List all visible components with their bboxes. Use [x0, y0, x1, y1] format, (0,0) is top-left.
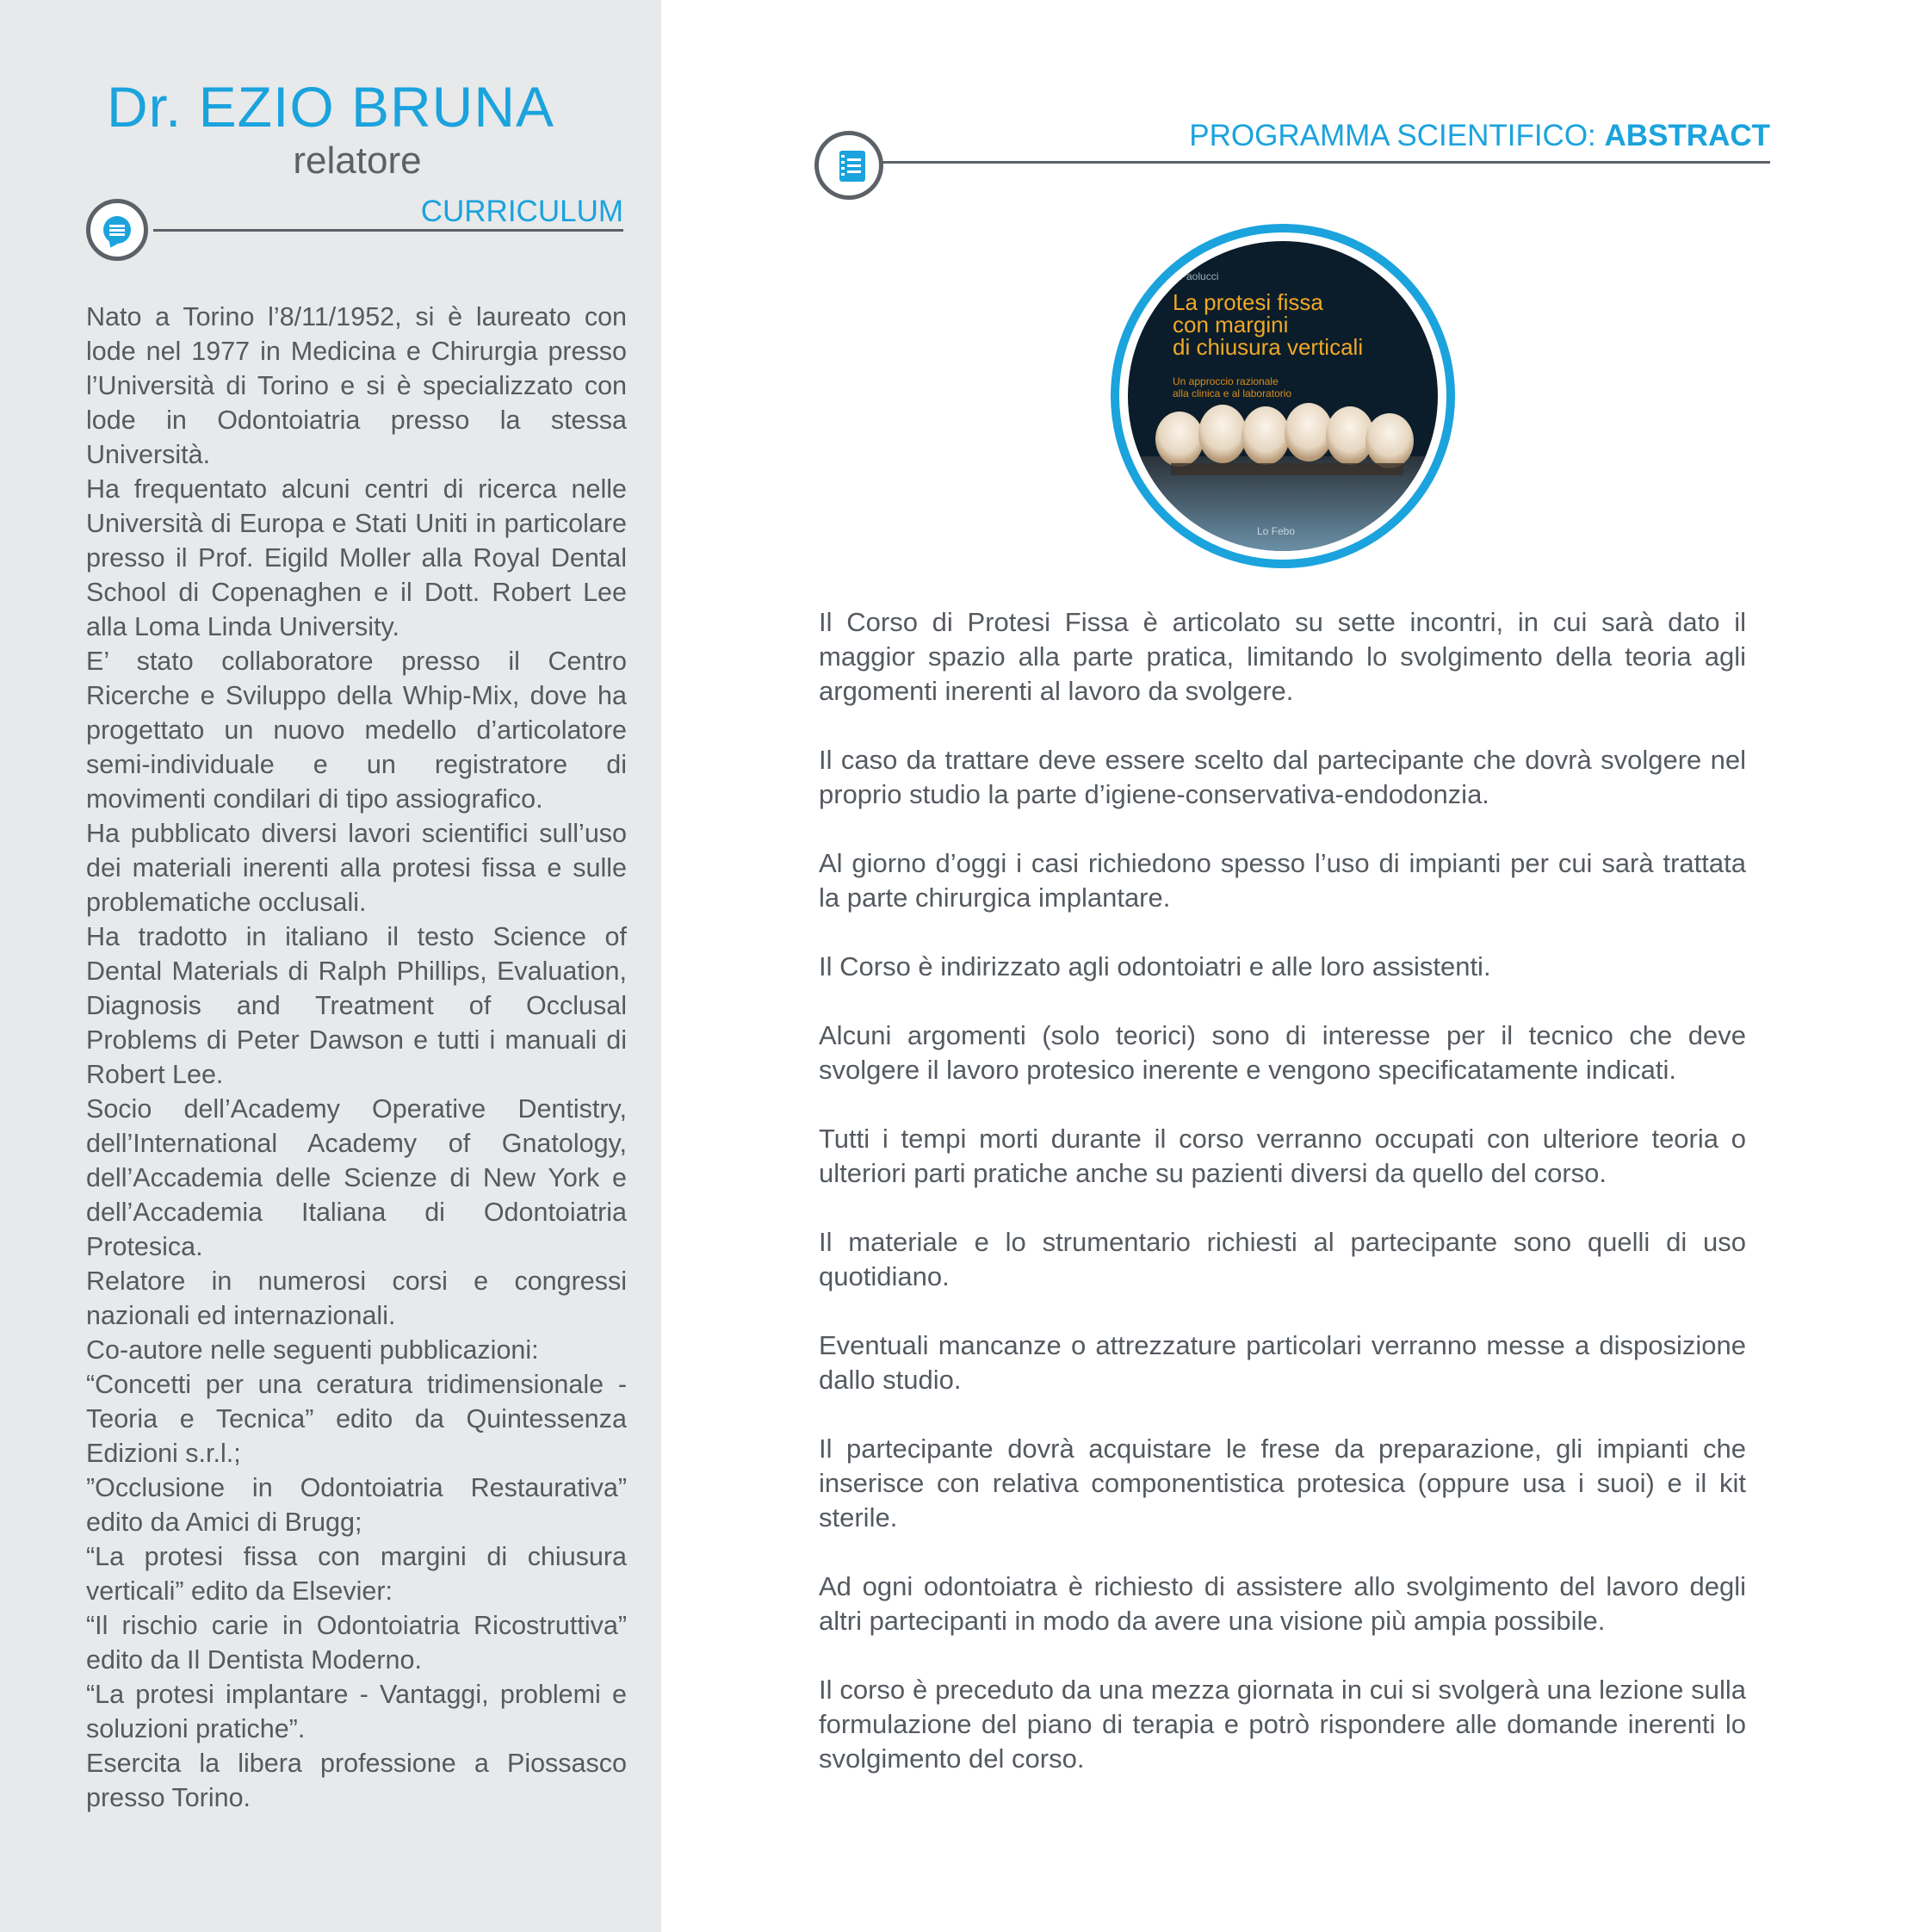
abstract-paragraph: Eventuali mancanze o attrezzature particolari verranno messe a disposizione dallo studio. — [819, 1330, 1746, 1395]
program-heading-prefix: PROGRAMMA SCIENTIFICO: — [1189, 119, 1605, 152]
abstract-paragraph: Il caso da trattare deve essere scelto dal partecipante che dovrà svolgere nel proprio studio la parte d’igiene-conservativa-endodonzia. — [819, 745, 1746, 809]
curriculum-heading: CURRICULUM — [420, 195, 623, 228]
divider — [880, 161, 1770, 164]
curriculum-paragraph: Ha tradotto in italiano il testo Science of Dental Materials di Ralph Phillips, Evaluation, Diagnosis and Treatment of Occlusal Problems di Peter Dawson e tutti i manuali di Robert Lee. — [86, 922, 627, 1089]
program-heading — [1189, 119, 1770, 153]
abstract-paragraph: Tutti i tempi morti durante il corso verranno occupati con ulteriore teoria o ulteriori parti pratiche anche su pazienti diversi da quello del corso. — [819, 1124, 1746, 1188]
curriculum-paragraph: “La protesi fissa con margini di chiusura verticali” edito da Elsevier: — [86, 1542, 627, 1606]
abstract-paragraph: Alcuni argomenti (solo teorici) sono di interesse per il tecnico che deve svolgere il lavoro protesico inerente e vengono specificatamente indicati. — [819, 1020, 1746, 1085]
chat-bubble-icon — [86, 199, 148, 261]
book-cover-image — [1128, 241, 1438, 551]
book-author-line: Paolucci — [1180, 270, 1219, 282]
curriculum-paragraph: Relatore in numerosi corsi e congressi nazionali ed internazionali. — [86, 1266, 627, 1330]
curriculum-paragraph: Socio dell’Academy Operative Dentistry, dell’International Academy of Gnatology, dell’Accademia delle Scienze di New York e dell’Accademia Italiana di Odontoiatria Protesica. — [86, 1094, 627, 1261]
book-subtitle: Un approccio razionale alla clinica e al laboratorio — [1173, 375, 1292, 399]
curriculum-paragraph: Ha frequentato alcuni centri di ricerca nelle Università di Europa e Stati Uniti in particolare presso il Prof. Eigild Moller alla Royal Dental School di Copenaghen e il Dott. Robert Lee alla Loma Linda University. — [86, 474, 627, 641]
speaker-name: Dr. EZIO BRUNA — [106, 75, 555, 139]
abstract-text — [819, 605, 1746, 1811]
curriculum-paragraph: ”Occlusione in Odontoiatria Restaurativa” edito da Amici di Brugg; — [86, 1473, 627, 1537]
curriculum-paragraph: E’ stato collaboratore presso il Centro Ricerche e Sviluppo della Whip-Mix, dove ha progettato un nuovo medello d’articolatore semi-individuale e un registratore di movimenti condilari di tipo assiografico. — [86, 647, 627, 814]
curriculum-paragraph: “Il rischio carie in Odontoiatria Ricostruttiva” edito da Il Dentista Moderno. — [86, 1611, 627, 1675]
curriculum-paragraph: Nato a Torino l’8/11/1952, si è laureato con lode nel 1977 in Medicina e Chirurgia presso l’Università di Torino e si è specializzato con lode in Odontoiatria presso la stessa Università. — [86, 302, 627, 469]
abstract-paragraph: Il partecipante dovrà acquistare le frese da preparazione, gli impianti che inserisce con relativa componentistica protesica (oppure usa i suoi) e il kit sterile. — [819, 1434, 1746, 1533]
abstract-paragraph: Il corso è preceduto da una mezza giornata in cui si svolgerà una lezione sulla formulazione del piano di terapia e potrò rispondere alle domande inerenti lo svolgimento del corso. — [819, 1675, 1746, 1774]
curriculum-paragraph: Co-autore nelle seguenti pubblicazioni: — [86, 1335, 539, 1365]
book-title: La protesi fissa con margini di chiusura verticali — [1173, 289, 1364, 360]
abstract-paragraph: Il Corso di Protesi Fissa è articolato su sette incontri, in cui sarà dato il maggior spazio alla parte pratica, limitando lo svolgimento della teoria agli argomenti inerenti al lavoro da svolgere. — [819, 607, 1746, 706]
curriculum-paragraph: Esercita la libera professione a Piossasco presso Torino. — [86, 1749, 627, 1812]
book-author-line: ... — [1180, 255, 1189, 267]
document-list-icon — [814, 131, 883, 200]
curriculum-paragraph: “La protesi implantare - Vantaggi, problemi e soluzioni pratiche”. — [86, 1680, 627, 1743]
abstract-paragraph: Al giorno d’oggi i casi richiedono spesso l’uso di impianti per cui sarà trattata la parte chirurgica implantare. — [819, 848, 1746, 913]
abstract-paragraph: Ad ogni odontoiatra è richiesto di assistere allo svolgimento del lavoro degli altri partecipanti in modo da avere una visione più ampia possibile. — [819, 1571, 1746, 1636]
book-publisher: Lo Febo — [1257, 525, 1296, 537]
speaker-panel — [0, 0, 661, 1932]
speaker-role: relatore — [293, 139, 422, 182]
abstract-paragraph: Il materiale e lo strumentario richiesti al partecipante sono quelli di uso quotidiano. — [819, 1227, 1746, 1291]
program-heading-bold: ABSTRACT — [1604, 119, 1770, 152]
abstract-paragraph: Il Corso è indirizzato agli odontoiatri e alle loro assistenti. — [819, 951, 1491, 981]
curriculum-paragraph: “Concetti per una ceratura tridimensionale - Teoria e Tecnica” edito da Quintessenza Edizioni s.r.l.; — [86, 1370, 627, 1468]
curriculum-text — [86, 300, 627, 1815]
curriculum-paragraph: Ha pubblicato diversi lavori scientifici sull’uso dei materiali inerenti alla protesi fissa e sulle problematiche occlusali. — [86, 819, 627, 917]
divider — [153, 229, 623, 232]
